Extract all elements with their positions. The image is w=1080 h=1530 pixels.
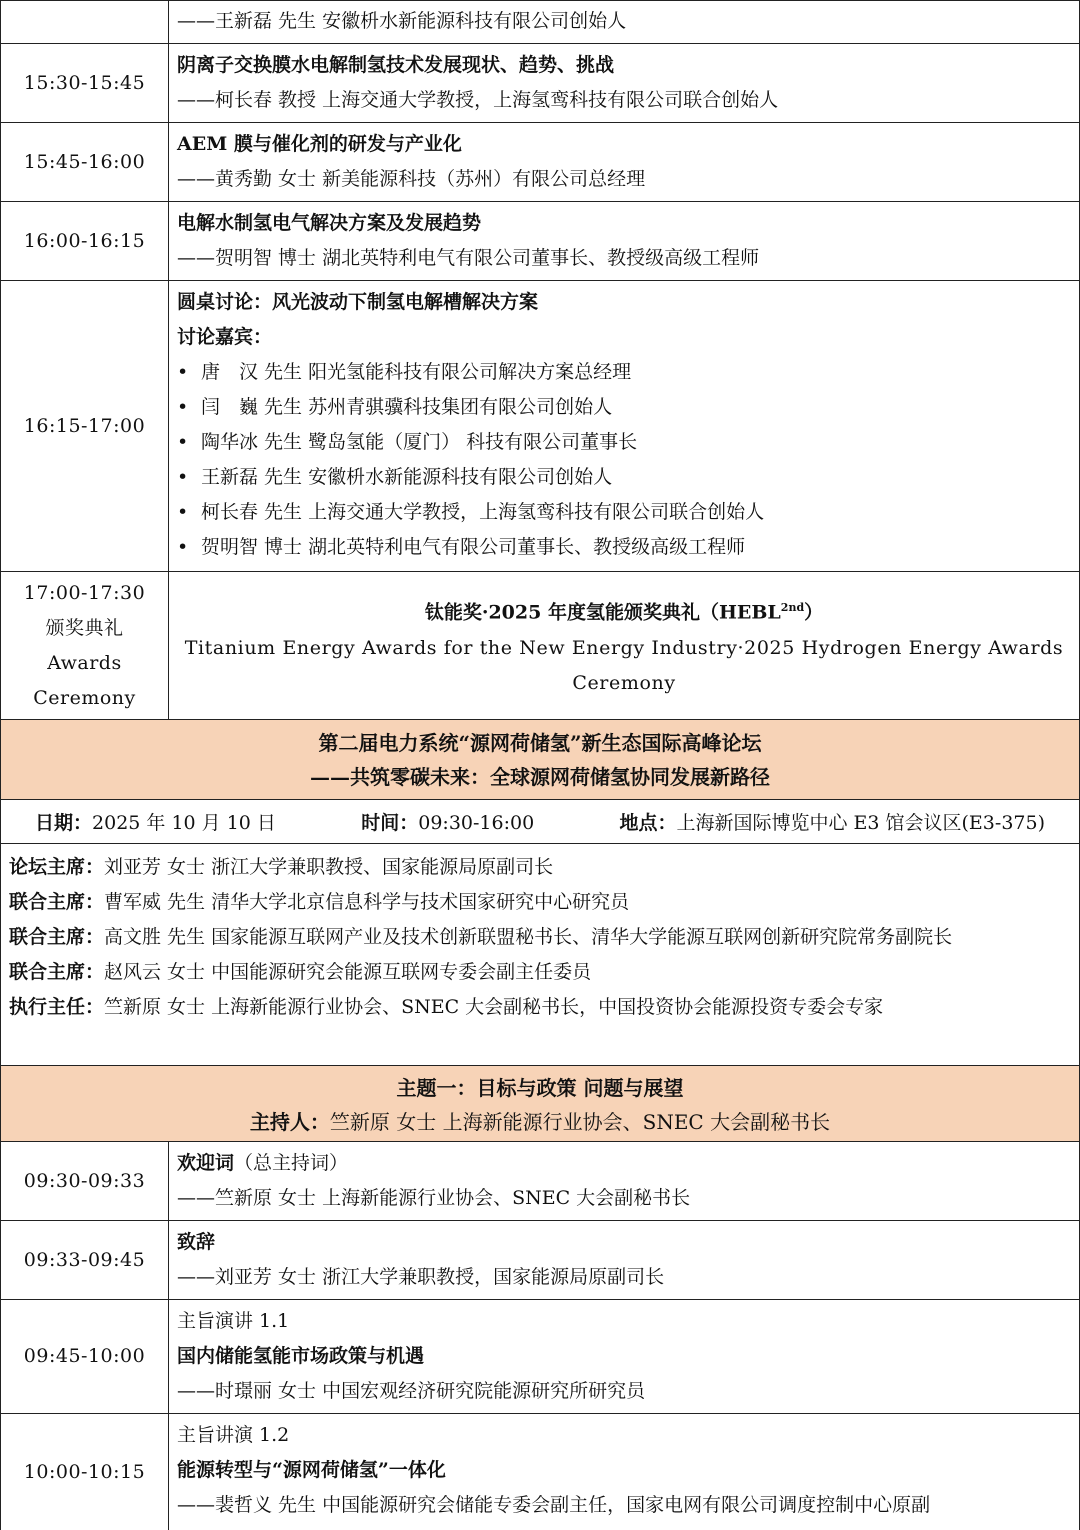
chair-text: 竺新原 女士 上海新能源行业协会、SNEC 大会副秘书长，中国投资协会能源投资专委会专家: [104, 996, 884, 1018]
place-value: 上海新国际博览中心 E3 馆会议区(E3-375): [676, 812, 1045, 834]
time-value: 09:30-16:00: [418, 812, 535, 834]
guest-item: • 陶华冰 先生 鹭岛氢能（厦门） 科技有限公司董事长: [177, 425, 1071, 460]
time-label: 时间：: [361, 812, 419, 834]
chair-label: 联合主席：: [9, 926, 105, 948]
chair-label: 论坛主席：: [9, 856, 105, 878]
time-cell: 10:00-10:15: [1, 1414, 169, 1530]
content-cell: [169, 1142, 1079, 1220]
awards-title-close: ）: [804, 601, 824, 624]
speaker-line: ——刘亚芳 女士 浙江大学兼职教授，国家能源局原副司长: [177, 1266, 665, 1288]
agenda-row: [0, 123, 1080, 202]
chair-label: 执行主任：: [9, 996, 105, 1018]
session-title: 欢迎词: [177, 1152, 235, 1174]
chair-line: [9, 920, 1071, 955]
content-cell: [169, 1300, 1079, 1413]
date-value: 2025 年 10 月 10 日: [92, 812, 276, 834]
speaker-line: ——贺明智 博士 湖北英特利电气有限公司董事长、教授级高级工程师: [177, 247, 760, 269]
speaker-line: ——黄秀勤 女士 新美能源科技（苏州）有限公司总经理: [177, 168, 646, 190]
time-cell: 16:15-17:00: [1, 281, 169, 571]
speaker-line: ——竺新原 女士 上海新能源行业协会、SNEC 大会副秘书长: [177, 1187, 691, 1209]
time-cell: [1, 1, 169, 43]
session-title: 阴离子交换膜水电解制氢技术发展现状、趋势、挑战: [177, 54, 615, 76]
time-cell: 15:45-16:00: [1, 123, 169, 201]
agenda-row-keynote: [0, 1414, 1080, 1530]
session-title-line: [177, 1146, 1071, 1181]
chair-text: 赵风云 女士 中国能源研究会能源互联网专委会副主任委员: [104, 961, 592, 983]
chair-text: 曹军威 先生 清华大学北京信息科学与技术国家研究中心研究员: [104, 891, 630, 913]
content-cell: [169, 572, 1079, 719]
chair-label: 联合主席：: [9, 961, 105, 983]
chair-line: [9, 955, 1071, 990]
awards-title-cn: 钛能奖·2025 年度氢能颁奖典礼（HEBL: [424, 601, 781, 624]
chair-label: 联合主席：: [9, 891, 105, 913]
awards-label-en-2: Ceremony: [33, 686, 136, 709]
time-cell: 15:30-15:45: [1, 44, 169, 122]
forum-place: [619, 808, 1045, 835]
session-title-note: （总主持词）: [234, 1152, 349, 1174]
theme-host: [1, 1105, 1079, 1139]
agenda-row: [0, 1142, 1080, 1221]
forum-title: 第二届电力系统“源网荷储氢”新生态国际高峰论坛: [318, 731, 762, 755]
time-cell: 09:33-09:45: [1, 1221, 169, 1299]
theme-title: 主题一：目标与政策 问题与展望: [396, 1076, 684, 1100]
speaker-line: ——柯长春 教授 上海交通大学教授，上海氢鸾科技有限公司联合创始人: [177, 89, 779, 111]
content-cell: [169, 44, 1079, 122]
guest-item: • 柯长春 先生 上海交通大学教授，上海氢鸾科技有限公司联合创始人: [177, 495, 1071, 530]
speaker-line: ——时璟丽 女士 中国宏观经济研究院能源研究所研究员: [177, 1380, 646, 1402]
chair-line: [9, 885, 1071, 920]
chair-text: 刘亚芳 女士 浙江大学兼职教授、国家能源局原副司长: [104, 856, 554, 878]
agenda-row-roundtable: [0, 281, 1080, 572]
agenda-row: [0, 202, 1080, 281]
agenda-row-awards: [0, 572, 1080, 720]
guest-item: • 闫 巍 先生 苏州青骐骥科技集团有限公司创始人: [177, 390, 1071, 425]
agenda-row: [0, 1221, 1080, 1300]
time-cell: 09:45-10:00: [1, 1300, 169, 1413]
guests-label: 讨论嘉宾：: [177, 326, 273, 348]
session-title: 电解水制氢电气解决方案及发展趋势: [177, 212, 482, 234]
speaker-line: ——裴哲义 先生 中国能源研究会储能专委会副主任，国家电网有限公司调度控制中心原副: [177, 1494, 931, 1516]
session-title: AEM 膜与催化剂的研发与产业化: [177, 133, 462, 155]
content-cell: [169, 1221, 1079, 1299]
time-cell: [1, 572, 169, 719]
chair-line: [9, 850, 1071, 885]
awards-time: 17:00-17:30: [23, 581, 146, 604]
awards-title: [177, 590, 1071, 630]
forum-banner: [0, 720, 1080, 800]
chair-line: [9, 990, 1071, 1025]
guest-item: • 王新磊 先生 安徽枡水新能源科技有限公司创始人: [177, 460, 1071, 495]
content-cell: [169, 281, 1079, 571]
agenda-row: [0, 44, 1080, 123]
forum-time: [361, 808, 534, 835]
content-cell: [169, 1414, 1079, 1530]
theme-banner: [0, 1066, 1080, 1142]
keynote-tag: 主旨讲演 1.2: [177, 1424, 290, 1446]
content-cell: [169, 202, 1079, 280]
content-cell: [169, 1, 1079, 43]
guest-item: • 贺明智 博士 湖北英特利电气有限公司董事长、教授级高级工程师: [177, 530, 1071, 565]
forum-subtitle: ——共筑零碳未来：全球源网荷储氢协同发展新路径: [310, 765, 770, 789]
session-title: 致辞: [177, 1231, 216, 1253]
keynote-tag: 主旨演讲 1.1: [177, 1310, 290, 1332]
session-title: 圆桌讨论：风光波动下制氢电解槽解决方案: [177, 291, 539, 313]
date-label: 日期：: [35, 812, 93, 834]
time-cell: 16:00-16:15: [1, 202, 169, 280]
forum-chairs: [0, 844, 1080, 1066]
awards-label-cn: 颁奖典礼: [45, 616, 124, 639]
awards-title-sup: 2nd: [780, 601, 805, 615]
agenda-row-keynote: [0, 1300, 1080, 1414]
forum-date: [35, 808, 276, 835]
content-cell: [169, 123, 1079, 201]
chair-text: 高文胜 先生 国家能源互联网产业及技术创新联盟秘书长、清华大学能源互联网创新研究院常务副院长: [104, 926, 953, 948]
speaker-line: ——王新磊 先生 安徽枡水新能源科技有限公司创始人: [177, 10, 627, 32]
agenda-row: [0, 0, 1080, 44]
session-title: 能源转型与“源网荷储氢”一体化: [177, 1459, 446, 1481]
awards-label-en-1: Awards: [47, 651, 122, 674]
host-text: 竺新原 女士 上海新能源行业协会、SNEC 大会副秘书长: [329, 1110, 831, 1134]
place-label: 地点：: [619, 812, 677, 834]
guest-item: • 唐 汉 先生 阳光氢能科技有限公司解决方案总经理: [177, 355, 1071, 390]
awards-title-en: Titanium Energy Awards for the New Energy Industry·2025 Hydrogen Energy Awards Ceremony: [184, 636, 1064, 694]
forum-info: [0, 800, 1080, 844]
session-title: 国内储能氢能市场政策与机遇: [177, 1345, 425, 1367]
time-cell: 09:30-09:33: [1, 1142, 169, 1220]
host-label: 主持人：: [249, 1110, 330, 1134]
